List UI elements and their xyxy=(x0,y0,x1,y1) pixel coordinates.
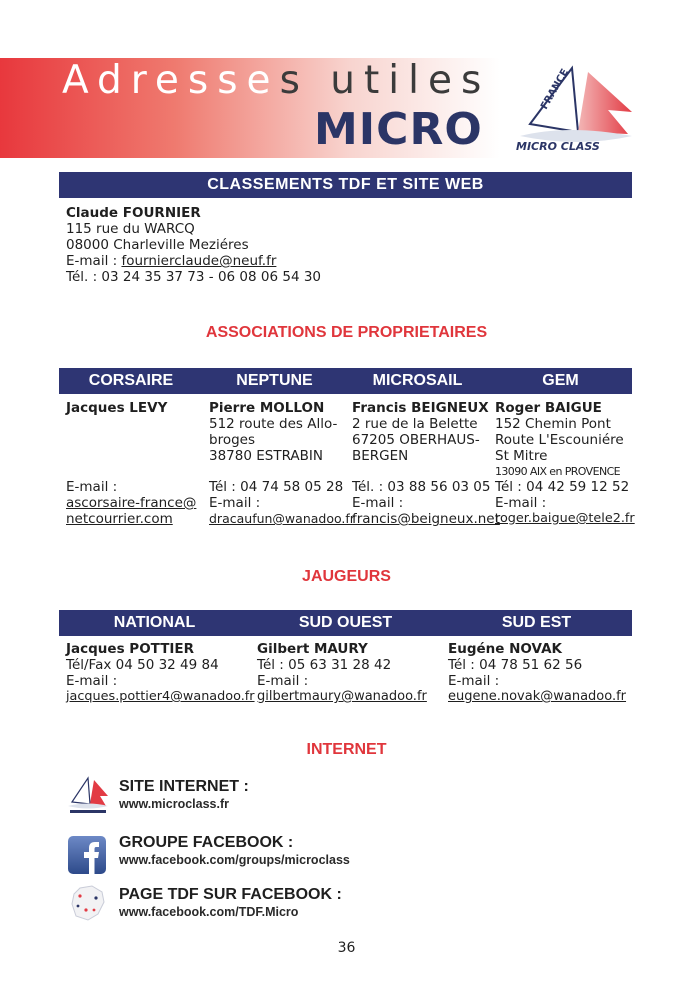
gem-name: Roger BAIGUE xyxy=(495,400,602,416)
corsaire-email-label: E-mail : xyxy=(66,479,118,495)
neptune-address-line: broges xyxy=(209,432,255,448)
microsail-email-link[interactable]: francis@beigneux.net xyxy=(352,511,500,527)
sud-est-name: Eugéne NOVAK xyxy=(448,641,562,657)
col-header-neptune: NEPTUNE xyxy=(203,368,346,394)
gem-phone: Tél : 04 42 59 12 52 xyxy=(495,479,630,495)
corsaire-name: Jacques LEVY xyxy=(66,400,168,416)
micro-class-logo-icon xyxy=(66,776,104,814)
contact-phone: Tél. : 03 24 35 37 73 - 06 08 06 54 30 xyxy=(66,269,321,285)
col-header-gem: GEM xyxy=(489,368,632,394)
national-phone: Tél/Fax 04 50 32 49 84 xyxy=(66,657,219,673)
gem-address-line: 152 Chemin Pont xyxy=(495,416,611,432)
tdf-map-icon xyxy=(66,884,104,922)
gem-address-line: 13090 AIX en PROVENCE xyxy=(495,465,621,478)
sud-est-phone: Tél : 04 78 51 62 56 xyxy=(448,657,583,673)
associations-heading: ASSOCIATIONS DE PROPRIETAIRES xyxy=(205,324,488,341)
col-header-national: NATIONAL xyxy=(59,610,250,636)
page-tdf-facebook-title: PAGE TDF SUR FACEBOOK : xyxy=(119,886,342,903)
contact-name: Claude FOURNIER xyxy=(66,205,201,221)
microsail-address-line: BERGEN xyxy=(352,448,409,464)
sud-est-email-label: E-mail : xyxy=(448,673,500,689)
site-internet-url[interactable]: www.microclass.fr xyxy=(119,797,229,811)
sud-est-email-link[interactable]: eugene.novak@wanadoo.fr xyxy=(448,689,627,704)
national-email-label: E-mail : xyxy=(66,673,118,689)
gem-email-link[interactable]: roger.baigue@tele2.fr xyxy=(495,511,635,526)
sud-ouest-email-label: E-mail : xyxy=(257,673,309,689)
contact-email-link[interactable]: fournierclaude@neuf.fr xyxy=(121,253,277,269)
sud-ouest-name: Gilbert MAURY xyxy=(257,641,368,657)
col-header-sud-ouest: SUD OUEST xyxy=(250,610,441,636)
microsail-address-line: 2 rue de la Belette xyxy=(352,416,478,432)
page-title-line2: MICRO xyxy=(314,104,483,155)
internet-heading: INTERNET xyxy=(306,741,387,758)
microsail-address-line: 67205 OBERHAUS- xyxy=(352,432,480,448)
micro-class-logo xyxy=(508,62,638,158)
neptune-address-line: 38780 ESTRABIN xyxy=(209,448,323,464)
corsaire-email-link-cont[interactable]: netcourrier.com xyxy=(66,511,173,527)
site-internet-title: SITE INTERNET : xyxy=(119,778,249,795)
page-number: 36 xyxy=(337,940,356,956)
sud-ouest-email-link[interactable]: gilbertmaury@wanadoo.fr xyxy=(257,689,427,704)
gem-email-label: E-mail : xyxy=(495,495,547,511)
neptune-address-line: 512 route des Allo- xyxy=(209,416,338,432)
neptune-email-label: E-mail : xyxy=(209,495,261,511)
groupe-facebook-url[interactable]: www.facebook.com/groups/microclass xyxy=(119,853,350,867)
national-name: Jacques POTTIER xyxy=(66,641,195,657)
sud-ouest-phone: Tél : 05 63 31 28 42 xyxy=(257,657,392,673)
facebook-icon xyxy=(68,836,106,874)
neptune-name: Pierre MOLLON xyxy=(209,400,325,416)
national-email-link[interactable]: jacques.pottier4@wanadoo.fr xyxy=(66,689,255,704)
contact-street: 115 rue du WARCQ xyxy=(66,221,195,237)
groupe-facebook-title: GROUPE FACEBOOK : xyxy=(119,834,294,851)
page-title-line1: Adresses utiles xyxy=(62,58,491,103)
col-header-sud-est: SUD EST xyxy=(441,610,632,636)
page-tdf-facebook-url[interactable]: www.facebook.com/TDF.Micro xyxy=(119,905,299,919)
neptune-email-link[interactable]: dracaufun@wanadoo.fr xyxy=(209,511,355,526)
microsail-phone: Tél. : 03 88 56 03 05 xyxy=(352,479,491,495)
classements-heading: CLASSEMENTS TDF ET SITE WEB xyxy=(59,172,632,198)
col-header-corsaire: CORSAIRE xyxy=(59,368,203,394)
neptune-phone: Tél : 04 74 58 05 28 xyxy=(209,479,344,495)
contact-city: 08000 Charleville Meziéres xyxy=(66,237,249,253)
contact-email-line: E-mail : fournierclaude@neuf.fr xyxy=(66,253,277,269)
col-header-microsail: MICROSAIL xyxy=(346,368,489,394)
gem-address-line: St Mitre xyxy=(495,448,548,464)
microsail-name: Francis BEIGNEUX xyxy=(352,400,489,416)
gem-address-line: Route L'Escouniére xyxy=(495,432,624,448)
jaugeurs-heading: JAUGEURS xyxy=(302,568,391,585)
corsaire-email-link[interactable]: ascorsaire-france@ xyxy=(66,495,197,511)
microsail-email-label: E-mail : xyxy=(352,495,404,511)
svg-text:FRANCE: FRANCE xyxy=(539,67,572,112)
svg-text:MICRO CLASS: MICRO CLASS xyxy=(516,140,600,153)
